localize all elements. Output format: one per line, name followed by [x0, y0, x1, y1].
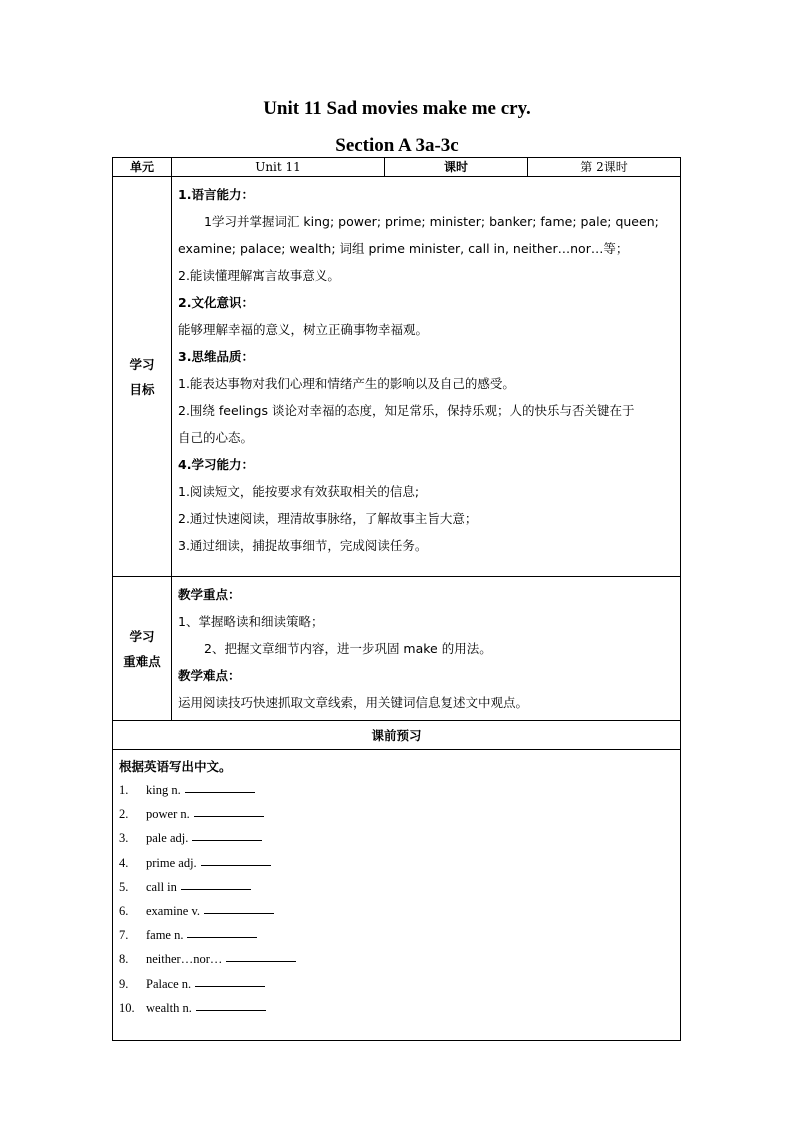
period-value: 第 2课时: [528, 158, 681, 177]
preview-content: [113, 750, 681, 1041]
vocab-item-number: 2.: [119, 807, 129, 822]
vocab-item: [119, 947, 680, 971]
vocab-item: [119, 826, 680, 850]
objectives-row: [113, 177, 681, 577]
preview-instruction: 根据英语写出中文。: [119, 759, 232, 774]
objective-line: 自己的心态。: [178, 430, 254, 445]
objectives-content: [172, 177, 681, 577]
vocab-item: [119, 996, 680, 1020]
document-subtitle: Section A 3a-3c: [335, 135, 459, 156]
answer-blank[interactable]: [194, 802, 264, 817]
vocab-item-number: 10.: [119, 1000, 135, 1015]
objective-heading: 1.语言能力：: [178, 187, 254, 202]
vocab-item-number: 6.: [119, 903, 129, 918]
vocab-item-term: examine v.: [146, 903, 201, 918]
preview-title-row: [113, 721, 681, 750]
vocab-item: [119, 923, 680, 947]
answer-blank[interactable]: [185, 778, 255, 793]
objective-line: 2.能读懂理解寓言故事意义。: [178, 268, 340, 283]
vocab-item: [119, 899, 680, 923]
objective-line: 2.通过快速阅读，理清故事脉络，了解故事主旨大意；: [178, 511, 478, 526]
vocab-item-term: call in: [146, 879, 177, 894]
vocab-item-term: king n.: [146, 783, 181, 797]
objectives-label-line-1: 学习: [129, 356, 155, 372]
vocab-item: [119, 875, 680, 899]
difficult-point-line: 运用阅读技巧快速抓取文章线索，用关键词信息复述文中观点。: [178, 695, 529, 710]
objective-heading: 2.文化意识：: [178, 295, 254, 310]
objectives-label-line-2: 目标: [129, 381, 155, 397]
objective-line: 3.通过细读，捕捉故事细节，完成阅读任务。: [178, 538, 428, 553]
objective-line: 1.能表达事物对我们心理和情绪产生的影响以及自己的感受。: [178, 376, 515, 391]
vocab-item-term: power n.: [146, 807, 190, 822]
objective-heading: 4.学习能力：: [178, 457, 254, 472]
answer-blank[interactable]: [196, 996, 266, 1011]
answer-blank[interactable]: [192, 826, 262, 841]
objective-line: 能够理解幸福的意义，树立正确事物幸福观。: [178, 322, 429, 337]
preview-title: 课前预习: [113, 721, 681, 750]
vocab-item: [119, 851, 680, 875]
difficulties-row: [113, 577, 681, 721]
vocab-item-term: fame n.: [146, 928, 184, 943]
answer-blank[interactable]: [204, 899, 274, 914]
objective-line: 1.阅读短文，能按要求有效获取相关的信息;: [178, 484, 420, 499]
vocab-item: [119, 972, 680, 996]
objectives-label: [113, 177, 172, 577]
preview-row: [113, 750, 681, 1041]
vocab-item-number: 4.: [119, 855, 129, 870]
answer-blank[interactable]: [181, 875, 251, 890]
key-point-line: 1、掌握略读和细读策略；: [178, 614, 324, 629]
objective-line: 1学习并掌握词汇 king; power; prime; minister; banker; fame; pale; queen;: [204, 214, 659, 229]
unit-label: 单元: [113, 158, 172, 177]
period-label: 课时: [385, 158, 528, 177]
answer-blank[interactable]: [226, 947, 296, 962]
vocab-item-term: wealth n.: [146, 1000, 192, 1015]
document-title: Unit 11 Sad movies make me cry.: [263, 98, 531, 119]
vocab-item-number: 3.: [119, 831, 129, 846]
answer-blank[interactable]: [201, 851, 271, 866]
objective-line: examine; palace; wealth; 词组 prime minister, call in, neither…nor…等；: [178, 241, 629, 256]
vocab-list: [119, 778, 680, 1020]
vocab-item-term: neither…nor…: [146, 952, 223, 967]
vocab-item: [119, 778, 680, 802]
vocab-item-term: prime adj.: [146, 855, 197, 870]
vocab-item-number: 8.: [119, 952, 129, 967]
vocab-item-number: 5.: [119, 879, 129, 894]
lesson-plan-table: [112, 157, 681, 1041]
difficulties-content: [172, 577, 681, 721]
vocab-item-number: 1.: [119, 783, 129, 797]
answer-blank[interactable]: [195, 972, 265, 987]
vocab-item-term: pale adj.: [146, 831, 189, 846]
key-point-line: 2、把握文章细节内容，进一步巩固 make 的用法。: [204, 641, 492, 656]
vocab-item-number: 9.: [119, 976, 129, 991]
difficult-points-heading: 教学难点：: [178, 668, 241, 683]
vocab-item-number: 7.: [119, 928, 129, 943]
difficulties-label-line-1: 学习: [129, 628, 155, 644]
answer-blank[interactable]: [187, 923, 257, 938]
vocab-item-term: Palace n.: [146, 976, 192, 991]
objective-heading: 3.思维品质：: [178, 349, 254, 364]
header-row: [113, 158, 681, 177]
vocab-item: [119, 802, 680, 826]
unit-value: Unit 11: [172, 158, 385, 177]
key-points-heading: 教学重点：: [178, 587, 241, 602]
objective-line: 2.围绕 feelings 谈论对幸福的态度，知足常乐，保持乐观；人的快乐与否关键在于: [178, 403, 635, 418]
difficulties-label-line-2: 重难点: [123, 653, 161, 669]
difficulties-label: [113, 577, 172, 721]
